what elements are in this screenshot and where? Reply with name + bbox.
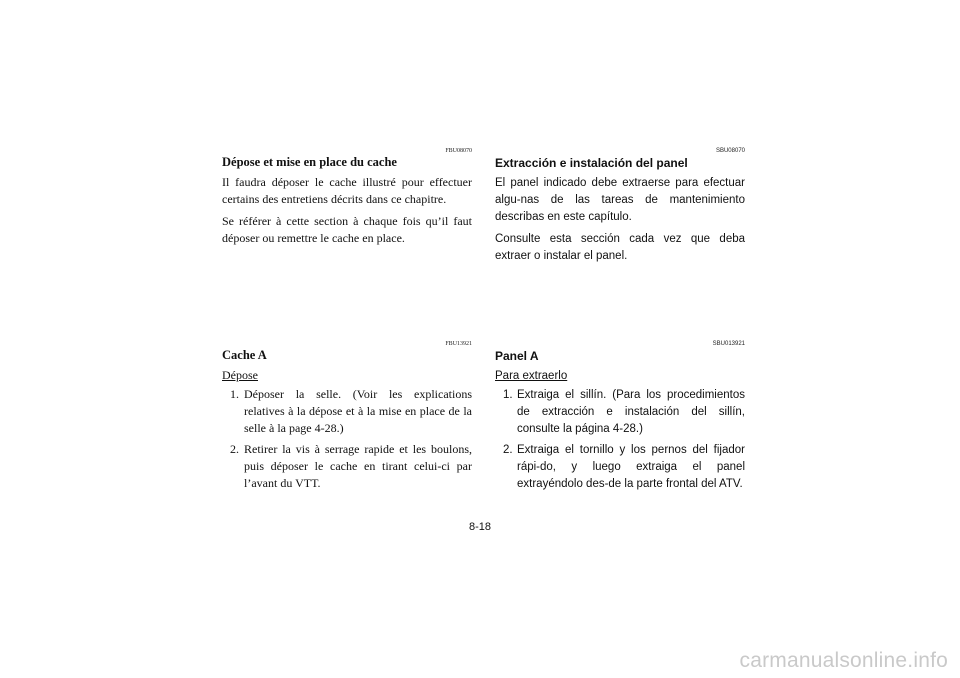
step-number: 2. — [503, 444, 513, 456]
list-item — [495, 442, 745, 493]
es-section-code: SBU013921 — [712, 341, 745, 347]
fr-section-code: FBU13921 — [445, 341, 472, 347]
fr-section-title: Cache A — [222, 348, 267, 362]
watermark: carmanualsonline.info — [739, 649, 948, 672]
fr-paragraph-1: Il faudra déposer le cache illustré pour effectuer certains des entretiens décrits dans ce chapitre. — [222, 175, 472, 206]
step-text: Retirer la vis à serrage rapide et les boulons, puis déposer le cache en tirant celui-ci par l’avant du VTT. — [244, 442, 472, 490]
list-item — [222, 386, 472, 437]
es-section-title: Panel A — [495, 349, 539, 363]
fr-paragraph-2: Se référer à cette section à chaque fois qu’il faut déposer ou remettre le cache en place. — [222, 214, 472, 245]
step-number: 1. — [503, 389, 513, 401]
fr-steps-list — [222, 386, 472, 492]
fr-section-cache-a — [222, 340, 472, 496]
es-section-title: Extracción e instalación del panel — [495, 156, 688, 170]
step-text: Déposer la selle. (Voir les explications relatives à la dépose et à la mise en place de la selle à la page 4-28.) — [244, 387, 472, 435]
step-text: Extraiga el tornillo y los pernos del fijador rápi-do, y luego extraiga el panel extrayéndolo des-de la parte frontal del ATV. — [517, 444, 745, 490]
step-text: Extraiga el sillín. (Para los procedimientos de extracción e instalación del sillín, consulte la página 4-28.) — [517, 389, 745, 435]
list-item — [222, 441, 472, 492]
es-paragraph-2: Consulte esta sección cada vez que deba extraer o instalar el panel. — [495, 233, 745, 262]
fr-section-cache-removal — [222, 147, 472, 252]
es-section-panel-removal — [495, 147, 745, 270]
fr-subheading: Dépose — [222, 368, 258, 382]
fr-section-title: Dépose et mise en place du cache — [222, 155, 397, 169]
es-paragraph-1: El panel indicado debe extraerse para efectuar algu-nas de las tareas de mantenimiento describas en este capítulo. — [495, 177, 745, 223]
fr-section-code: FBU08070 — [445, 148, 472, 154]
es-section-panel-a — [495, 340, 745, 497]
es-section-code: SBU08070 — [715, 148, 745, 154]
step-number: 1. — [230, 387, 239, 401]
es-subheading: Para extraerlo — [495, 370, 568, 382]
page-number: 8-18 — [468, 521, 492, 533]
list-item — [495, 387, 745, 438]
step-number: 2. — [230, 442, 239, 456]
es-steps-list — [495, 387, 745, 493]
